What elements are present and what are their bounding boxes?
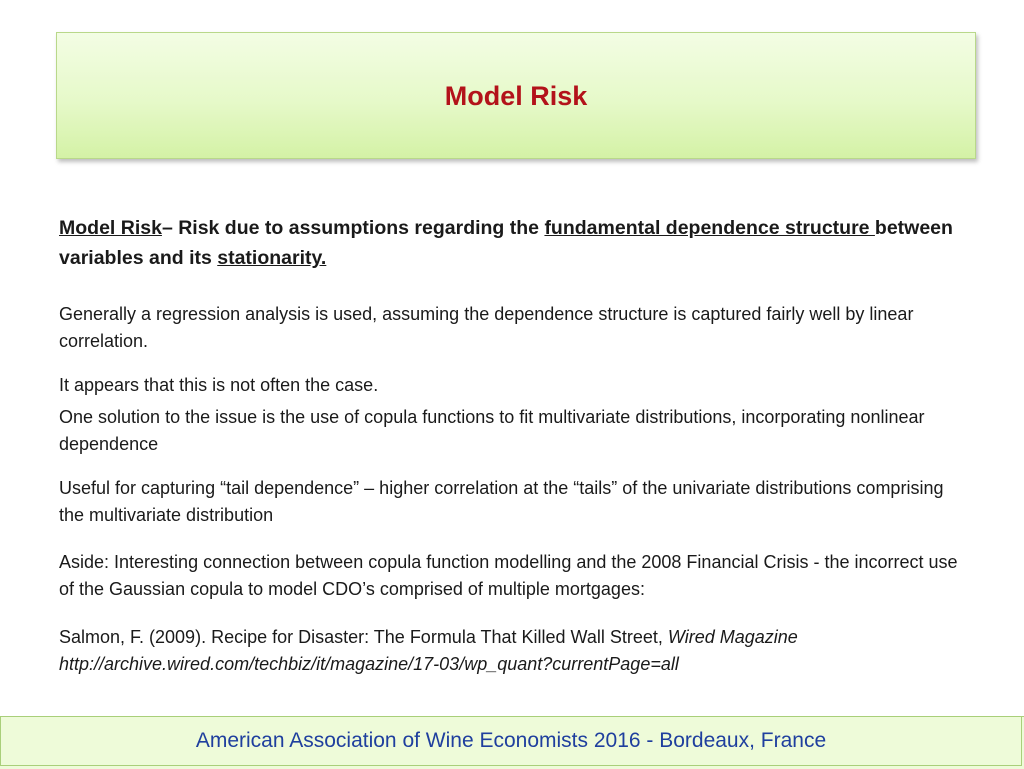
paragraph-not-the-case: It appears that this is not often the case. (59, 375, 379, 395)
paragraph-regression: Generally a regression analysis is used, assuming the dependence structure is captured fairly well by linear correlation. (59, 304, 914, 351)
reference-citation (59, 624, 964, 678)
footer (0, 716, 1022, 766)
footer-text: American Association of Wine Economists 2016 - Bordeaux, France (195, 729, 827, 752)
definition-text-middle: between variables and its (59, 217, 953, 269)
definition-text-before: Risk due to assumptions regarding the (178, 217, 545, 239)
definition-term: Model Risk (59, 217, 162, 239)
reference-text: Salmon, F. (2009). Recipe for Disaster: The Formula That Killed Wall Street, (59, 627, 668, 647)
model-risk-definition (59, 213, 964, 273)
definition-underline-stationarity: stationarity. (217, 247, 327, 269)
paragraph-copula-solution: One solution to the issue is the use of copula functions to fit multivariate distributions, incorporating nonlinear dependence (59, 407, 925, 454)
definition-dash: – (161, 217, 179, 239)
paragraph-financial-crisis: Aside: Interesting connection between copula function modelling and the 2008 Financial Crisis - the incorrect use of the Gaussian copula to model CDO’s comprised of multiple mortgages: (59, 552, 958, 599)
slide-title-box (56, 32, 976, 159)
slide-title: Model Risk (444, 81, 588, 111)
definition-underline-dependence: fundamental dependence structure (544, 217, 875, 239)
reference-journal: Wired Magazine (667, 627, 798, 647)
paragraph-tail-dependence: Useful for capturing “tail dependence” – higher correlation at the “tails” of the univariate distributions comprising the multivariate distribution (59, 478, 944, 525)
slide-content (59, 213, 964, 678)
reference-url-link[interactable]: http://archive.wired.com/techbiz/it/magazine/17-03/wp_quant?currentPage=all (59, 654, 679, 674)
